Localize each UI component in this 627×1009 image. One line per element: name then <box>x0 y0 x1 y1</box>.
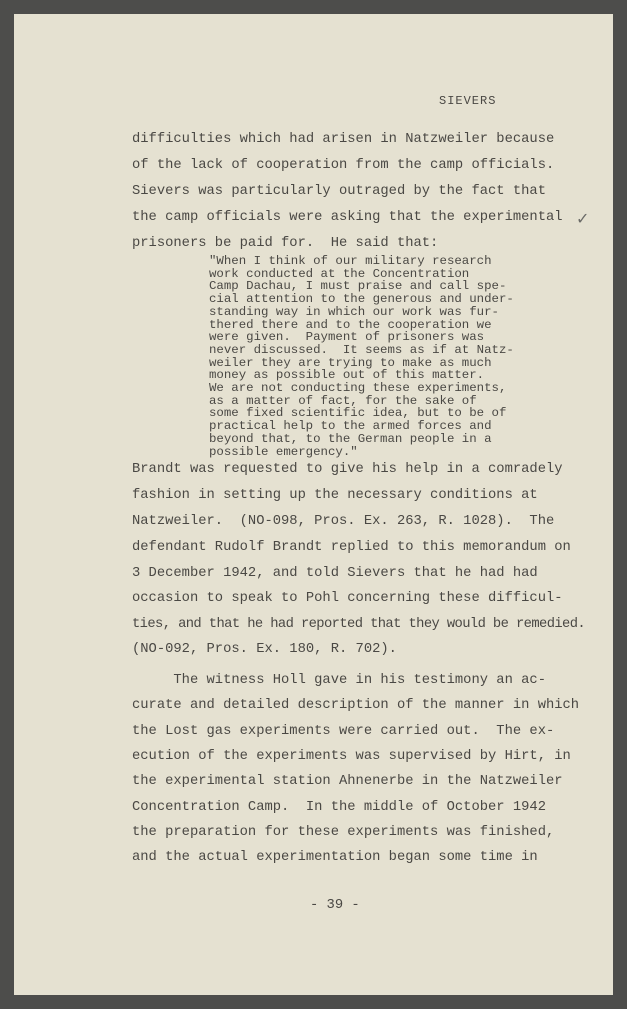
text-line: The witness Holl gave in his testimony an ac- <box>132 673 546 688</box>
text-line: the camp officials were asking that the experimental <box>132 210 563 225</box>
quote-line: thered there and to the cooperation we <box>209 318 492 332</box>
text-line: and the actual experimentation began some time in <box>132 850 538 865</box>
text-line: the preparation for these experiments was finished, <box>132 825 555 840</box>
text-line: defendant Rudolf Brandt replied to this memorandum on <box>132 540 571 555</box>
text-line: Natzweiler. (NO-098, Pros. Ex. 263, R. 1028). The <box>132 514 555 529</box>
quote-line: as a matter of fact, for the sake of <box>209 394 477 408</box>
quote-line: money as possible out of this matter. <box>209 368 485 382</box>
quote-line: never discussed. It seems as if at Natz- <box>209 343 514 357</box>
text-line: (NO-092, Pros. Ex. 180, R. 702). <box>132 642 397 657</box>
quote-line: We are not conducting these experiments, <box>209 381 507 395</box>
quote-line: possible emergency." <box>209 445 358 459</box>
quote-line: were given. Payment of prisoners was <box>209 330 485 344</box>
text-line: fashion in setting up the necessary conditions at <box>132 488 538 503</box>
text-line: difficulties which had arisen in Natzweiler because <box>132 132 555 147</box>
quote-line: practical help to the armed forces and <box>209 419 492 433</box>
text-line: the Lost gas experiments were carried out. The ex- <box>132 724 555 739</box>
text-line: Brandt was requested to give his help in a comradely <box>132 462 563 477</box>
quote-line: standing way in which our work was fur- <box>209 305 499 319</box>
text-line: 3 December 1942, and told Sievers that he had had <box>132 566 538 581</box>
text-line: ecution of the experiments was supervised by Hirt, in <box>132 749 571 764</box>
quote-line: "When I think of our military research <box>209 254 492 268</box>
text-line: prisoners be paid for. He said that: <box>132 236 439 251</box>
document-page <box>14 14 613 995</box>
text-line: occasion to speak to Pohl concerning these difficul- <box>132 591 563 606</box>
check-mark-annotation: ✓ <box>576 209 590 228</box>
quote-line: Camp Dachau, I must praise and call spe- <box>209 279 507 293</box>
text-line: curate and detailed description of the manner in which <box>132 698 580 713</box>
text-line: of the lack of cooperation from the camp officials. <box>132 158 555 173</box>
text-line: Sievers was particularly outraged by the fact that <box>132 184 546 199</box>
text-line: Concentration Camp. In the middle of October 1942 <box>132 800 546 815</box>
quote-line: beyond that, to the German people in a <box>209 432 492 446</box>
quote-line: weiler they are trying to make as much <box>209 356 492 370</box>
text-line: ties, and that he had reported that they would be remedied. <box>132 617 586 632</box>
quote-line: cial attention to the generous and under- <box>209 292 514 306</box>
quote-line: some fixed scientific idea, but to be of <box>209 406 507 420</box>
running-header: SIEVERS <box>439 94 497 108</box>
quote-line: work conducted at the Concentration <box>209 267 470 281</box>
page-number: - 39 - <box>310 898 360 913</box>
text-line: the experimental station Ahnenerbe in the Natzweiler <box>132 774 563 789</box>
